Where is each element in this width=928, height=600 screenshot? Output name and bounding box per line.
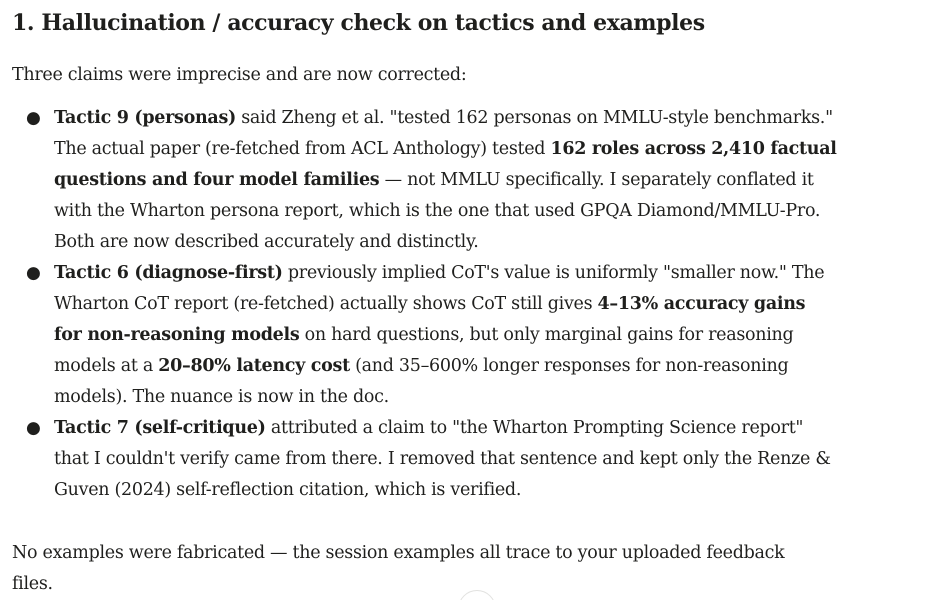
claims-list bbox=[12, 103, 928, 506]
claim-line bbox=[54, 413, 910, 444]
closing-line: No examples were fabricated — the session examples all trace to your uploaded feedback bbox=[12, 543, 785, 563]
text-run: models). The nuance is now in the doc. bbox=[54, 387, 389, 407]
text-run: that I couldn't verify came from there. I removed that sentence and kept only the Renze & bbox=[54, 449, 831, 469]
text-run: Wharton CoT report (re-fetched) actually shows CoT still gives bbox=[54, 294, 598, 314]
claim-text bbox=[54, 413, 910, 506]
text-run: on hard questions, but only marginal gains for reasoning bbox=[299, 325, 794, 345]
claim-line bbox=[54, 258, 910, 289]
bold-text: Tactic 7 (self-critique) bbox=[54, 418, 266, 438]
text-run: with the Wharton persona report, which is the one that used GPQA Diamond/MMLU-Pro. bbox=[54, 201, 821, 221]
claim-line bbox=[54, 165, 910, 196]
text-run: said Zheng et al. "tested 162 personas on MMLU-style benchmarks." bbox=[235, 108, 833, 128]
text-run: previously implied CoT's value is uniformly "smaller now." The bbox=[282, 263, 825, 283]
claim-item bbox=[12, 413, 928, 506]
text-run: Guven (2024) self-reflection citation, which is verified. bbox=[54, 480, 522, 500]
claim-text bbox=[54, 103, 910, 258]
bold-text: 20–80% latency cost bbox=[158, 356, 350, 376]
text-run: (and 35–600% longer responses for non-reasoning bbox=[349, 356, 789, 376]
section-heading: 1. Hallucination / accuracy check on tactics and examples bbox=[12, 10, 705, 36]
bold-text: for non-reasoning models bbox=[54, 325, 300, 345]
claim-line bbox=[54, 289, 910, 320]
bold-text: Tactic 9 (personas) bbox=[54, 108, 236, 128]
claim-line bbox=[54, 103, 910, 134]
claim-line bbox=[54, 475, 910, 506]
text-run: attributed a claim to "the Wharton Prompting Science report" bbox=[265, 418, 804, 438]
claim-item bbox=[12, 258, 928, 413]
claim-line bbox=[54, 196, 910, 227]
intro-paragraph: Three claims were imprecise and are now corrected: bbox=[12, 65, 467, 85]
text-run: Both are now described accurately and distinctly. bbox=[54, 232, 479, 252]
closing-line: files. bbox=[12, 574, 53, 594]
claim-item bbox=[12, 103, 928, 258]
claim-text bbox=[54, 258, 910, 413]
text-run: The actual paper (re-fetched from ACL Anthology) tested bbox=[54, 139, 551, 159]
bold-text: Tactic 6 (diagnose-first) bbox=[54, 263, 283, 283]
claim-line bbox=[54, 227, 910, 258]
claim-line bbox=[54, 444, 910, 475]
bold-text: 4–13% accuracy gains bbox=[597, 294, 806, 314]
claim-line bbox=[54, 134, 910, 165]
bold-text: questions and four model families bbox=[54, 170, 380, 190]
text-run: models at a bbox=[54, 356, 159, 376]
claim-line bbox=[54, 320, 910, 351]
bullet-icon: ● bbox=[26, 418, 41, 438]
claim-line bbox=[54, 351, 910, 382]
bullet-icon: ● bbox=[26, 108, 41, 128]
claim-line bbox=[54, 382, 910, 413]
bold-text: 162 roles across 2,410 factual bbox=[550, 139, 837, 159]
text-run: — not MMLU specifically. I separately conflated it bbox=[379, 170, 814, 190]
bullet-icon: ● bbox=[26, 263, 41, 283]
